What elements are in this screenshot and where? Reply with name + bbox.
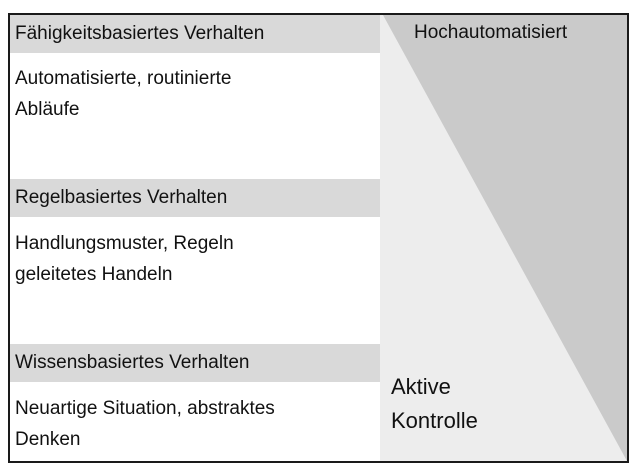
label-highly-automated: Hochautomatisiert xyxy=(414,22,568,43)
level-knowledge-title: Wissensbasiertes Verhalten xyxy=(10,344,380,382)
level-skill-desc-line-1: Automatisierte, routinierte xyxy=(15,68,232,89)
level-rule-title: Regelbasiertes Verhalten xyxy=(10,179,380,217)
level-rule-desc-line-1: Handlungsmuster, Regeln xyxy=(15,233,234,254)
label-active-control-line-1: Aktive xyxy=(391,374,451,399)
level-rule-desc-line-2: geleitetes Handeln xyxy=(15,264,173,285)
level-rule-description xyxy=(15,228,375,290)
level-skill-description xyxy=(15,63,375,125)
level-knowledge-description xyxy=(15,393,375,455)
level-skill-desc-line-2: Abläufe xyxy=(15,99,80,120)
level-skill-title: Fähigkeitsbasiertes Verhalten xyxy=(10,15,380,53)
level-knowledge-desc-line-1: Neuartige Situation, abstraktes xyxy=(15,398,275,419)
label-active-control-line-2: Kontrolle xyxy=(391,408,478,433)
label-active-control xyxy=(391,370,478,438)
level-knowledge-desc-line-2: Denken xyxy=(15,429,81,450)
behavior-levels-diagram xyxy=(8,13,629,463)
